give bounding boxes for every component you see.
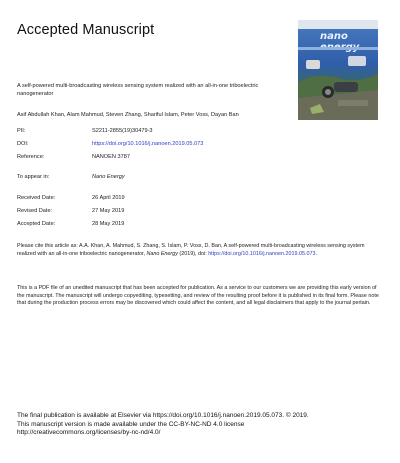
cover-journal-logo: nano (320, 31, 348, 42)
pii-label: PII: (17, 128, 26, 134)
footer-license-url[interactable]: http://creativecommons.org/licenses/by-nc-nd/4.0/ (17, 429, 161, 437)
citation-paragraph (17, 243, 379, 258)
doi-label: DOI: (17, 141, 29, 147)
footer-doi-link[interactable]: https://doi.org/10.1016/j.nanoen.2019.05.073 (152, 412, 283, 419)
footer-line-1 (17, 412, 383, 421)
reference-value: NANOEN 3787 (92, 154, 130, 160)
disclaimer-paragraph: This is a PDF file of an unedited manuscript that has been accepted for publication. As a service to our customers we are providing this early version of the manuscript. The manuscript will undergo copyediting, typesetting, and review of the resulting proof before it is published in its final form. Please note that during the production process errors may be discovered which could affect the content, and all legal disclaimers that apply to the journal pertain. (17, 285, 379, 307)
received-date-label: Received Date: (17, 195, 56, 201)
doi-link[interactable]: https://doi.org/10.1016/j.nanoen.2019.05.073 (92, 141, 204, 147)
footer-copyright: . © 2019. (282, 412, 309, 419)
received-date-value: 26 April 2019 (92, 195, 125, 201)
footer-line-2: This manuscript version is made available under the CC-BY-NC-ND 4.0 license (17, 420, 245, 428)
accepted-date-value: 28 May 2019 (92, 221, 125, 227)
reference-label: Reference: (17, 154, 45, 160)
footer-prefix: The final publication is available at Elsevier via (17, 412, 153, 419)
article-authors: Asif Abdullah Khan, Alam Mahmud, Steven Zhang, Shariful Islam, Peter Voss, Dayan Ban (17, 112, 239, 118)
appear-in-label: To appear in: (17, 174, 50, 180)
citation-middle: (2019), doi: (177, 250, 209, 257)
page-heading: Accepted Manuscript (17, 22, 155, 38)
citation-journal: Nano Energy (146, 250, 178, 257)
revised-date-value: 27 May 2019 (92, 208, 125, 214)
appear-in-journal: Nano Energy (92, 174, 125, 180)
pii-value: S2211-2855(19)30479-3 (92, 128, 153, 134)
citation-doi-link[interactable]: https://doi.org/10.1016/j.nanoen.2019.05.073 (208, 250, 316, 257)
citation-end: . (315, 250, 317, 257)
metadata-block (0, 0, 400, 230)
license-footer (17, 412, 383, 438)
revised-date-label: Revised Date: (17, 208, 53, 214)
citation-prefix: Please cite this article as: A.A. Khan, A. Mahmud, S. Zhang, S. Islam, P. Voss, D. Ban, A self-powered multi-broadcasting wireless sensing system realized with an all-in-one triboelectric nanogenerator, (17, 243, 365, 257)
accepted-date-label: Accepted Date: (17, 221, 56, 227)
article-title: A self-powered multi-broadcasting wireless sensing system realized with an all-in-one triboelectric nanogenerator (17, 83, 259, 97)
